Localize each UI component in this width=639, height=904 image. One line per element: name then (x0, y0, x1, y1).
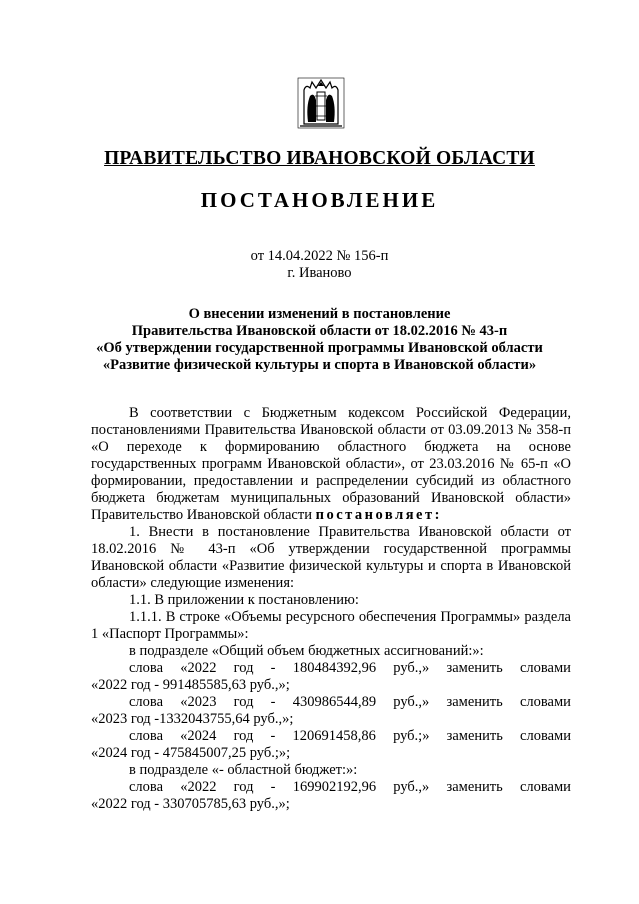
replacement-word: «2022 (180, 660, 217, 676)
replacement-list-regional (91, 779, 571, 813)
clause-1: 1. Внести в постановление Правительства Ивановской области от 18.02.2016 № 43-п «Об утверждении государственной программы Ивановской области «Развитие физической культуры и спорта в Ивановской области» следующие изменения: (91, 524, 571, 591)
replacement-word: словами (519, 660, 571, 676)
replacement-word: 180484392,96 (292, 660, 377, 676)
title-line: Правительства Ивановской области от 18.02.2016 № 43-п (131, 323, 508, 339)
replacement-word: «2022 (180, 779, 217, 795)
replacement-word: словами (519, 694, 571, 710)
replacement-new-value: «2022 год - 991485585,63 руб.,»; (91, 677, 290, 693)
subsection-total: в подразделе «Общий объем бюджетных ассигнований:»: (129, 643, 484, 659)
replacement-word: 169902192,96 (292, 779, 377, 795)
date-block (0, 248, 639, 282)
replacement-word: - (270, 660, 276, 676)
replacement-word: словами (519, 779, 571, 795)
replacement-word: 430986544,89 (292, 694, 377, 710)
replacement-word: руб.;» (393, 728, 430, 744)
replacement-word: год (233, 728, 254, 744)
replacement-new-value: «2022 год - 330705785,63 руб.,»; (91, 796, 290, 812)
clause-1-1: 1.1. В приложении к постановлению: (129, 592, 359, 608)
replacement-word: год (233, 694, 254, 710)
title-line: «Об утверждении государственной программы Ивановской области (96, 340, 543, 356)
replacement-word: - (270, 694, 276, 710)
replacement-row (91, 779, 571, 796)
replacement-word: год (233, 779, 254, 795)
document-type: ПОСТАНОВЛЕНИЕ (200, 188, 439, 212)
date-number: от 14.04.2022 № 156-п (250, 248, 389, 264)
replacement-word: заменить (446, 660, 503, 676)
replacement-word: заменить (446, 694, 503, 710)
replacement-word: слова (129, 728, 164, 744)
replacement-word: слова (129, 660, 164, 676)
replacement-word: слова (129, 779, 164, 795)
replacement-word: год (233, 660, 254, 676)
replacement-word: руб.,» (393, 779, 430, 795)
replacement-word: заменить (446, 728, 503, 744)
preamble-paragraph (91, 405, 571, 524)
subsection-regional: в подразделе «- областной бюджет:»: (129, 762, 358, 778)
replacement-row (91, 694, 571, 711)
document-body (91, 405, 571, 813)
replacement-new-value: «2023 год -1332043755,64 руб.,»; (91, 711, 294, 727)
replacement-word: руб.,» (393, 660, 430, 676)
replacement-word: - (270, 728, 276, 744)
replacement-word: руб.,» (393, 694, 430, 710)
replacement-row (91, 660, 571, 677)
replacement-word: «2024 (180, 728, 217, 744)
replacement-new-value: «2024 год - 475845007,25 руб.;»; (91, 745, 291, 761)
replacement-word: слова (129, 694, 164, 710)
replacement-word: - (270, 779, 276, 795)
preamble-text: В соответствии с Бюджетным кодексом Российской Федерации, постановлениями Правительства Ивановской области от 03.09.2013 № 358-п «О переходе к формированию областного бюджета на основе государственных программ Ивановской области», от 23.03.2016 № 65-п «О формировании, предоставлении и распределении субсидий из областного бюджета бюджетам муниципальных образований Ивановской области» Правительство Ивановской области (91, 405, 571, 523)
replacement-row (91, 728, 571, 745)
replacement-word: словами (520, 728, 571, 744)
replacement-word: 120691458,86 (292, 728, 376, 744)
city: г. Иваново (287, 265, 352, 281)
resolves-word: постановляет: (315, 507, 442, 523)
document-title (60, 306, 579, 374)
title-line: О внесении изменений в постановление (188, 306, 451, 322)
replacement-list-total (91, 660, 571, 762)
replacement-word: «2023 (180, 694, 217, 710)
title-line: «Развитие физической культуры и спорта в Ивановской области» (102, 357, 537, 373)
clause-1-1-1: 1.1.1. В строке «Объемы ресурсного обеспечения Программы» раздела 1 «Паспорт Программы»: (91, 609, 571, 642)
coat-of-arms-emblem (296, 76, 346, 130)
organization-name: ПРАВИТЕЛЬСТВО ИВАНОВСКОЙ ОБЛАСТИ (104, 148, 535, 169)
replacement-word: заменить (446, 779, 503, 795)
